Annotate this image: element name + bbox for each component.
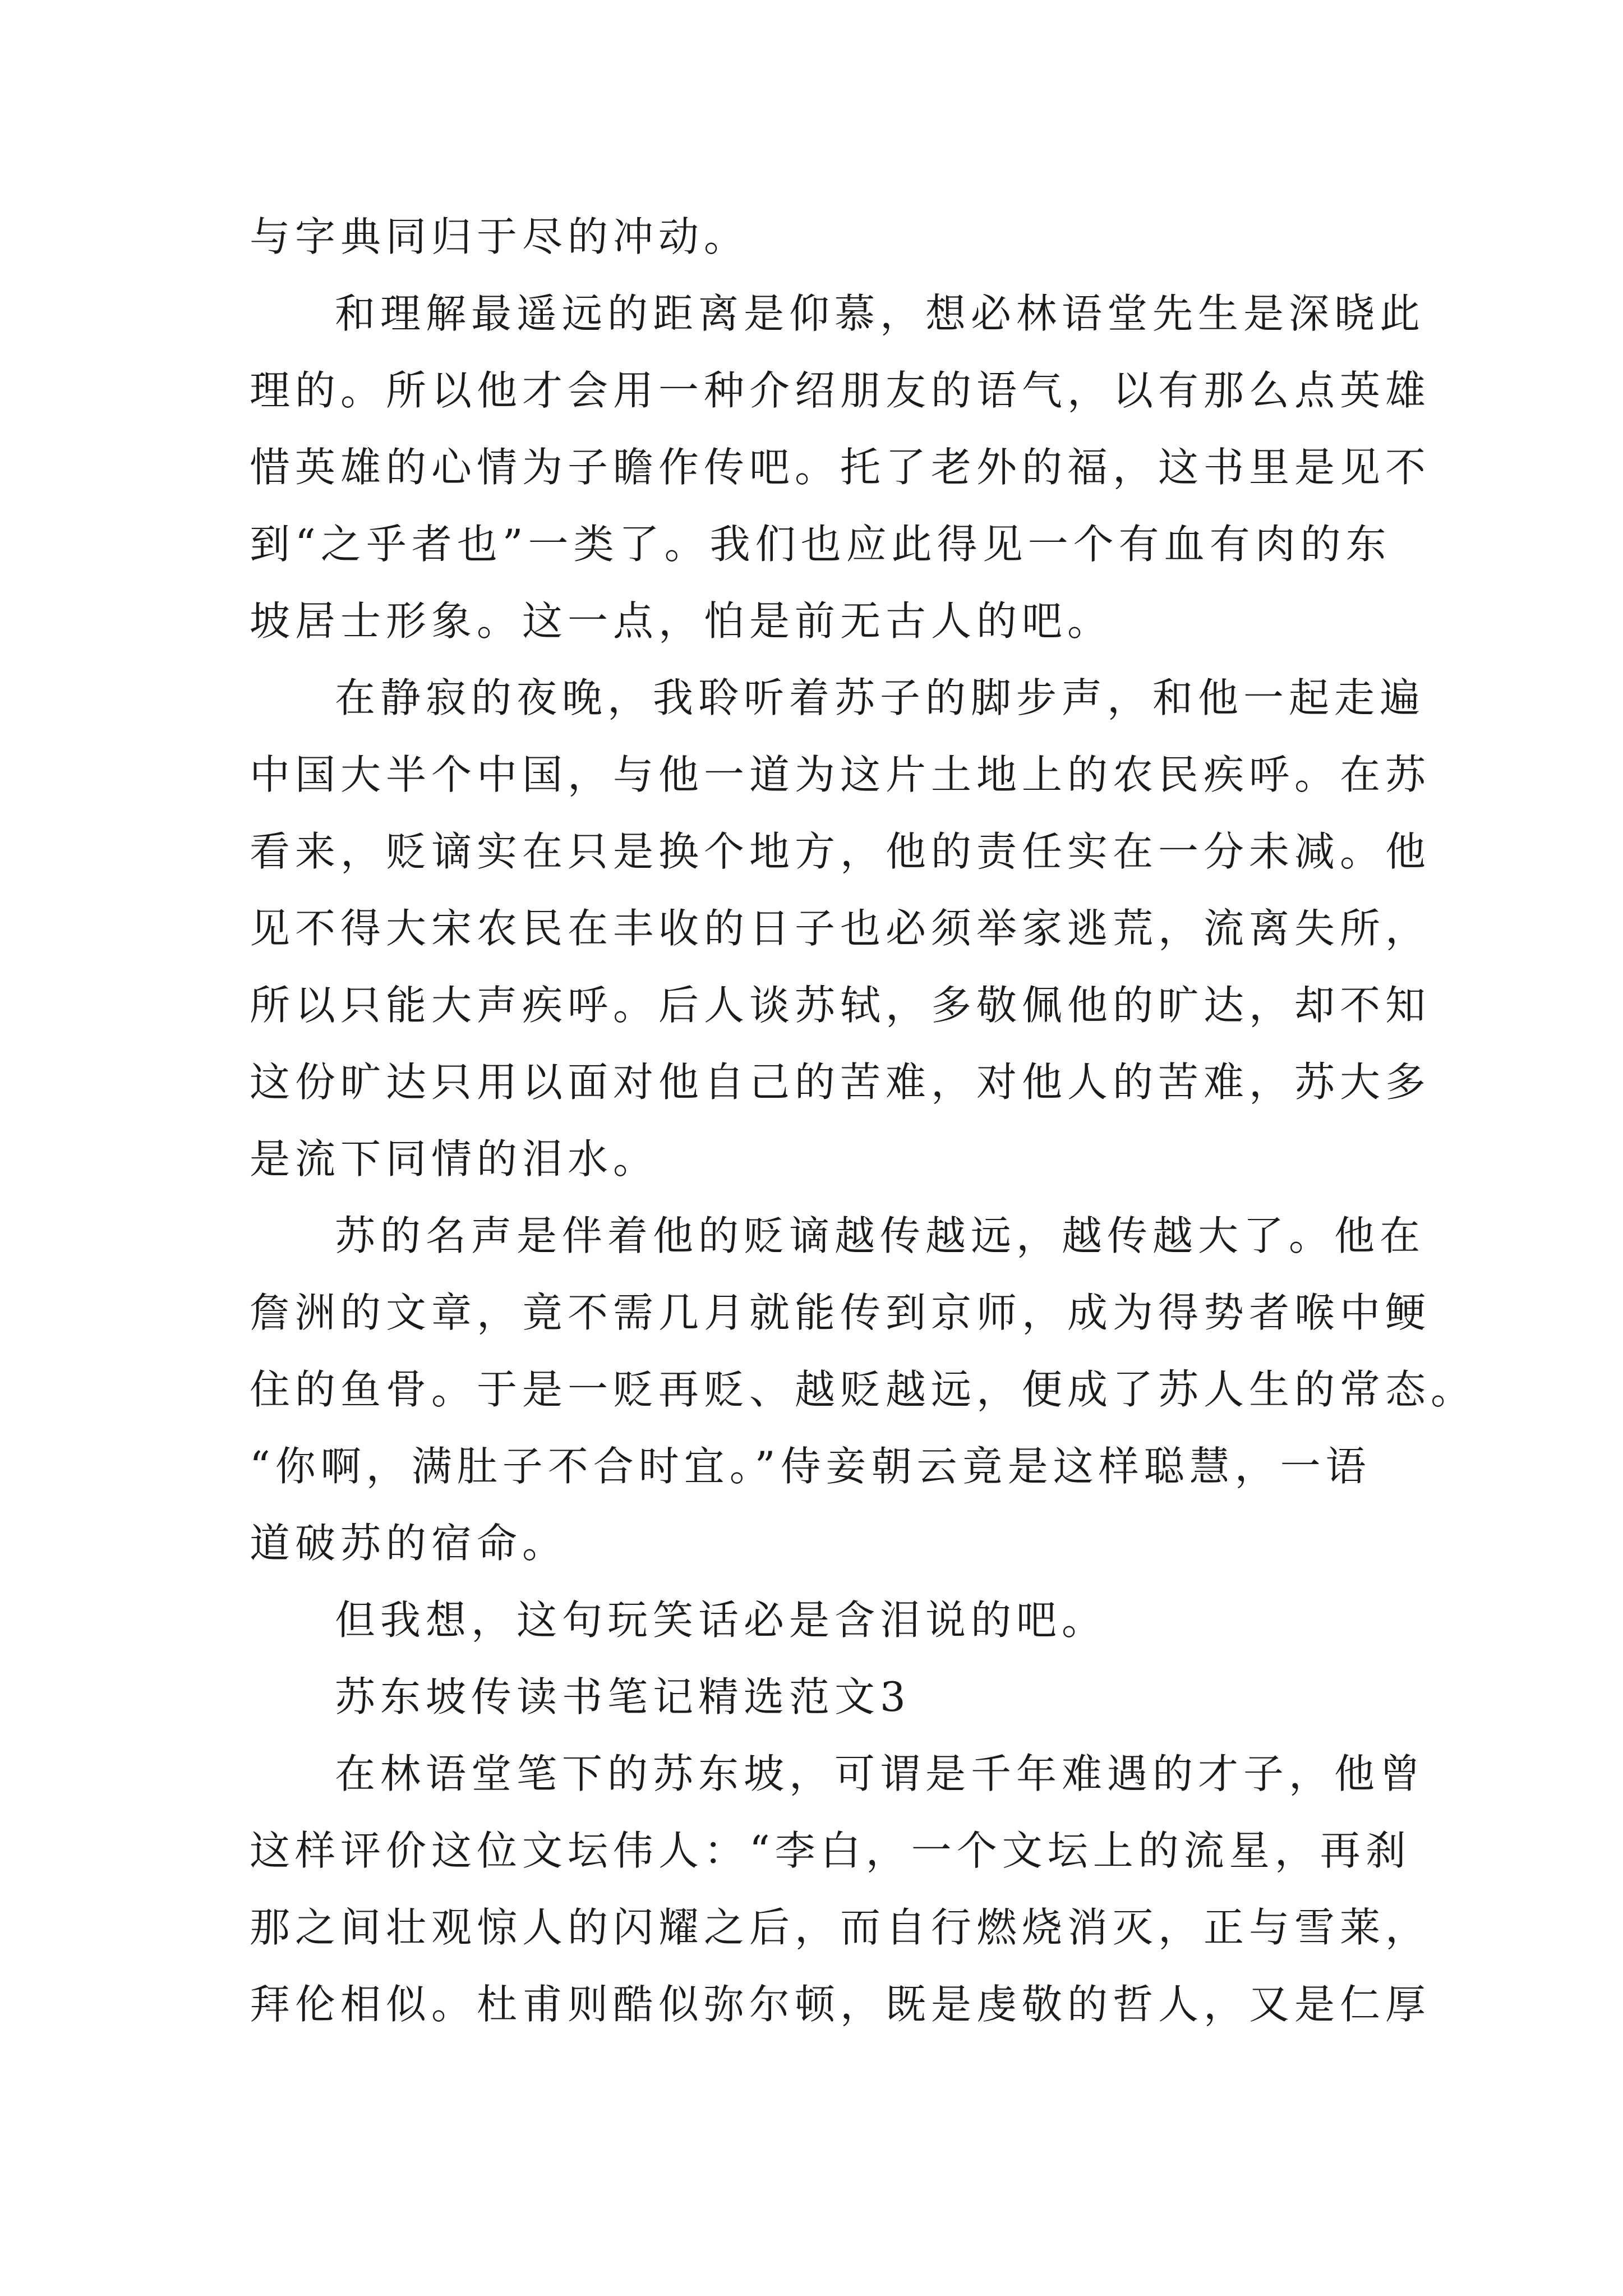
text-line: 与字典同归于尽的冲动。 — [250, 213, 750, 260]
text-line: 惜英雄的心情为子瞻作传吧。托了老外的福，这书里是见不 — [250, 444, 1431, 491]
paragraph-first-line: 苏的名声是伴着他的贬谪越传越远，越传越大了。他在 — [335, 1212, 1426, 1259]
text-line: 所以只能大声疾呼。后人谈苏轼，多敬佩他的旷达，却不知 — [250, 982, 1431, 1029]
text-line: 那之间壮观惊人的闪耀之后，而自行燃烧消灭，正与雪莱， — [250, 1904, 1431, 1951]
paragraph-first-line: 在林语堂笔下的苏东坡，可谓是千年难遇的才子，他曾 — [335, 1750, 1426, 1797]
text-line: 中国大半个中国，与他一道为这片土地上的农民疾呼。在苏 — [250, 751, 1431, 798]
paragraph-first-line: 在静寂的夜晚，我聆听着苏子的脚步声，和他一起走遍 — [335, 674, 1426, 721]
text-line: 坡居士形象。这一点，怕是前无古人的吧。 — [250, 597, 1113, 645]
text-line: 到“之乎者也”一类了。我们也应此得见一个有血有肉的东 — [250, 521, 1391, 568]
text-line: 住的鱼骨。于是一贬再贬、越贬越远，便成了苏人生的常态。 — [250, 1366, 1477, 1413]
text-line: 见不得大宋农民在丰收的日子也必须举家逃荒，流离失所， — [250, 905, 1431, 952]
text-line: 詹洲的文章，竟不需几月就能传到京师，成为得势者喉中鲠 — [250, 1289, 1431, 1336]
text-line: 理的。所以他才会用一种介绍朋友的语气，以有那么点英雄 — [250, 367, 1431, 414]
text-line: “你啊，满肚子不合时宜。”侍妾朝云竟是这样聪慧，一语 — [250, 1443, 1371, 1490]
text-line: 是流下同情的泪水。 — [250, 1135, 659, 1182]
text-line: 道破苏的宿命。 — [250, 1520, 568, 1567]
text-line: 这份旷达只用以面对他自己的苦难，对他人的苦难，苏大多 — [250, 1059, 1431, 1106]
section-heading: 苏东坡传读书笔记精选范文3 — [335, 1673, 911, 1720]
text-line: 拜伦相似。杜甫则酷似弥尔顿，既是虔敬的哲人，又是仁厚 — [250, 1981, 1431, 2028]
paragraph-first-line: 和理解最遥远的距离是仰慕，想必林语堂先生是深晓此 — [335, 290, 1426, 337]
paragraph-first-line: 但我想，这句玩笑话必是含泪说的吧。 — [335, 1596, 1108, 1644]
text-line: 这样评价这位文坛伟人：“李白，一个文坛上的流星，再刹 — [250, 1827, 1411, 1874]
text-line: 看来，贬谪实在只是换个地方，他的责任实在一分未减。他 — [250, 828, 1431, 875]
